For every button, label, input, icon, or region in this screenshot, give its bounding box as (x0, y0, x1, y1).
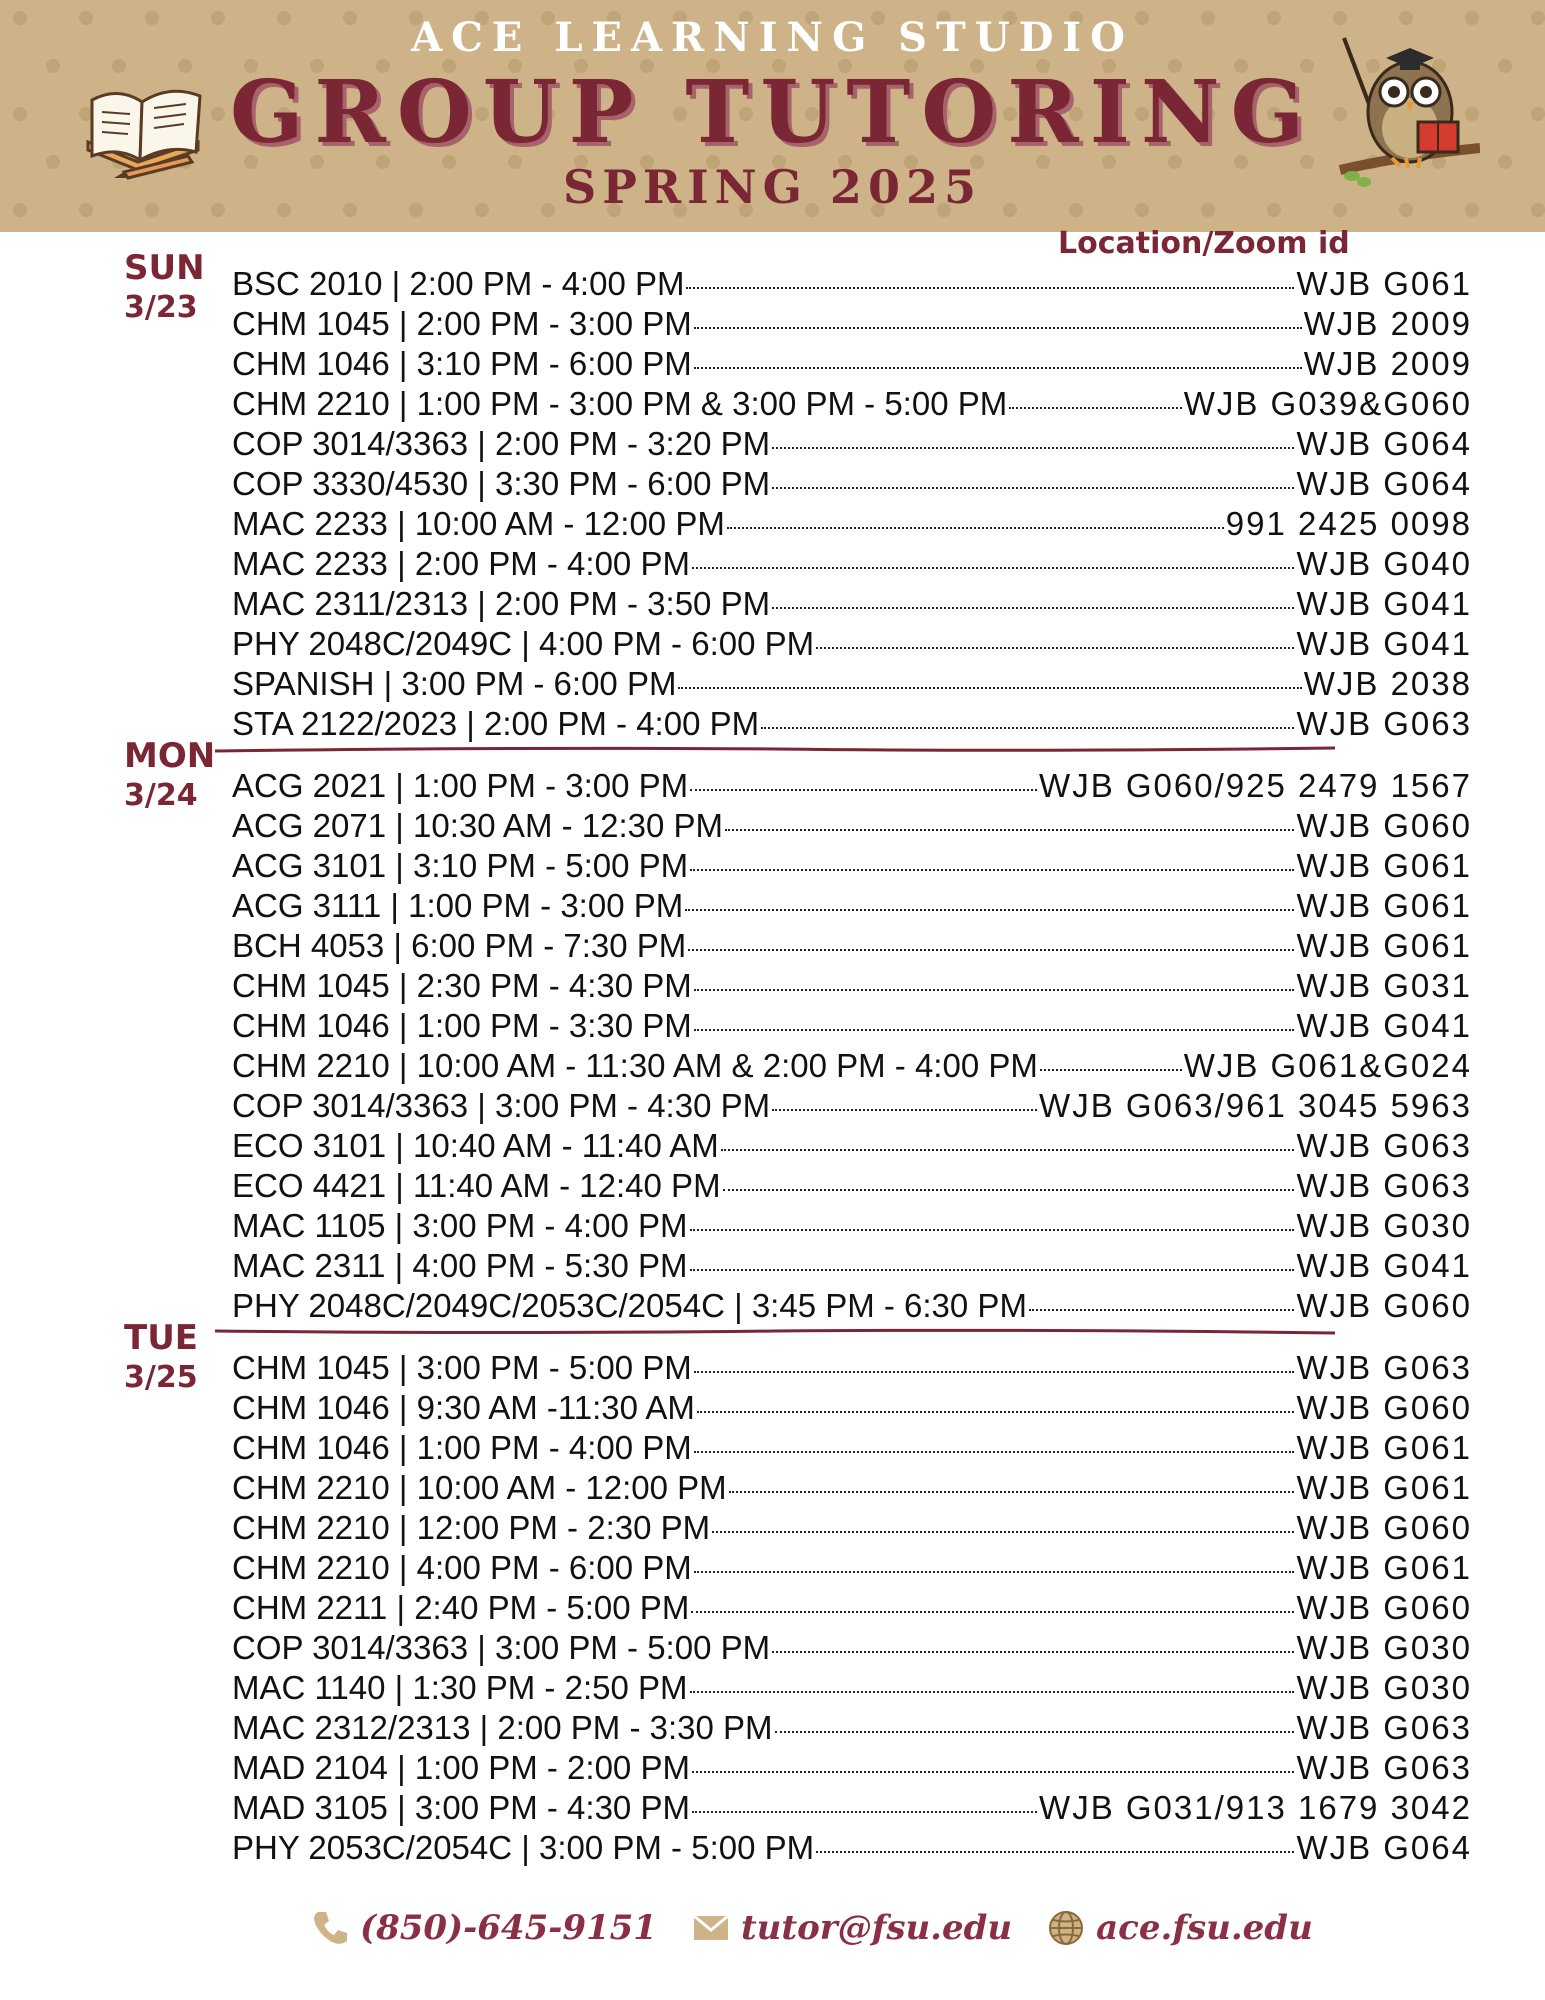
dot-leader (694, 1029, 1295, 1031)
dot-leader (775, 1731, 1295, 1733)
contact-footer (310, 1908, 1313, 1948)
phone-contact[interactable] (310, 1908, 657, 1948)
dot-leader (694, 327, 1302, 329)
course-time: CHM 2210 | 1:00 PM - 3:00 PM & 3:00 PM - 5:00 PM (232, 385, 1008, 422)
course-time: MAC 2233 | 2:00 PM - 4:00 PM (232, 545, 690, 582)
course-time: MAC 2233 | 10:00 AM - 12:00 PM (232, 505, 725, 542)
room-location: WJB G063/961 3045 5963 (1039, 1087, 1472, 1124)
course-time: SPANISH | 3:00 PM - 6:00 PM (232, 665, 677, 702)
course-time: CHM 2210 | 10:00 AM - 12:00 PM (232, 1469, 727, 1506)
dot-leader (691, 1611, 1294, 1613)
dot-leader (694, 367, 1302, 369)
session-row (232, 1388, 1472, 1428)
course-time: ECO 4421 | 11:40 AM - 12:40 PM (232, 1167, 721, 1204)
day-label-tue (124, 1318, 198, 1398)
course-time: CHM 1045 | 3:00 PM - 5:00 PM (232, 1349, 692, 1386)
session-row (232, 1628, 1472, 1668)
globe-icon (1046, 1908, 1086, 1948)
session-row (232, 464, 1472, 504)
course-time: COP 3014/3363 | 3:00 PM - 5:00 PM (232, 1629, 771, 1666)
course-time: CHM 2211 | 2:40 PM - 5:00 PM (232, 1589, 690, 1626)
room-location: WJB G064 (1296, 425, 1472, 462)
course-time: ACG 2021 | 1:00 PM - 3:00 PM (232, 767, 689, 804)
session-row (232, 504, 1472, 544)
room-location: WJB G063 (1296, 1749, 1472, 1786)
dot-leader (725, 829, 1294, 831)
dot-leader (688, 949, 1294, 951)
room-location: 991 2425 0098 (1225, 505, 1472, 542)
dot-leader (816, 1851, 1294, 1853)
session-row (232, 384, 1472, 424)
course-time: MAC 2311 | 4:00 PM - 5:30 PM (232, 1247, 688, 1284)
website-contact[interactable] (1046, 1908, 1313, 1948)
session-row (232, 664, 1472, 704)
dot-leader (690, 869, 1294, 871)
course-time: PHY 2048C/2049C | 4:00 PM - 6:00 PM (232, 625, 815, 662)
session-row (232, 624, 1472, 664)
location-column-header: Location/Zoom id (1058, 226, 1350, 261)
session-row (232, 926, 1472, 966)
course-time: CHM 1046 | 1:00 PM - 4:00 PM (232, 1429, 692, 1466)
dot-leader (694, 1571, 1295, 1573)
owl-reading-icon (1330, 30, 1480, 190)
room-location: WJB G061 (1296, 927, 1472, 964)
course-time: ACG 2071 | 10:30 AM - 12:30 PM (232, 807, 724, 844)
course-time: COP 3014/3363 | 3:00 PM - 4:30 PM (232, 1087, 771, 1124)
session-row (232, 1428, 1472, 1468)
session-row (232, 1348, 1472, 1388)
dot-leader (723, 1189, 1295, 1191)
session-row (232, 806, 1472, 846)
dot-leader (729, 1491, 1295, 1493)
dot-leader (1029, 1309, 1295, 1311)
room-location: WJB G063 (1296, 1127, 1472, 1164)
session-row (232, 966, 1472, 1006)
session-row (232, 1046, 1472, 1086)
session-row (232, 766, 1472, 806)
session-list-tue (232, 1348, 1472, 1868)
course-time: BCH 4053 | 6:00 PM - 7:30 PM (232, 927, 687, 964)
session-row (232, 1508, 1472, 1548)
session-row (232, 264, 1472, 304)
session-row (232, 1468, 1472, 1508)
room-location: WJB G030 (1296, 1629, 1472, 1666)
dot-leader (694, 1371, 1295, 1373)
session-list-sun (232, 264, 1472, 744)
session-row (232, 1548, 1472, 1588)
dot-leader (816, 647, 1294, 649)
dot-leader (678, 687, 1301, 689)
room-location: WJB G064 (1296, 1829, 1472, 1866)
dot-leader (690, 1269, 1295, 1271)
envelope-icon (691, 1908, 731, 1948)
dot-leader (772, 487, 1294, 489)
dot-leader (712, 1531, 1294, 1533)
room-location: WJB G061 (1296, 265, 1472, 302)
session-row (232, 1668, 1472, 1708)
session-row (232, 1246, 1472, 1286)
course-time: ECO 3101 | 10:40 AM - 11:40 AM (232, 1127, 719, 1164)
website-url: ace.fsu.edu (1096, 1908, 1313, 1948)
day-date: 3/25 (124, 1360, 198, 1395)
day-date: 3/23 (124, 290, 198, 325)
dot-leader (694, 989, 1295, 991)
course-time: CHM 2210 | 10:00 AM - 11:30 AM & 2:00 PM - 4:00 PM (232, 1047, 1038, 1084)
room-location: WJB G041 (1296, 1007, 1472, 1044)
open-book-pencil-icon (78, 72, 218, 182)
room-location: WJB 2009 (1303, 345, 1472, 382)
session-row (232, 1126, 1472, 1166)
room-location: WJB G039&G060 (1183, 385, 1472, 422)
page-title: GROUP TUTORING (229, 62, 1316, 163)
session-row (232, 1286, 1472, 1326)
course-time: CHM 1046 | 1:00 PM - 3:30 PM (232, 1007, 692, 1044)
course-time: CHM 2210 | 12:00 PM - 2:30 PM (232, 1509, 711, 1546)
session-row (232, 304, 1472, 344)
email-contact[interactable] (691, 1908, 1012, 1948)
day-name: MON (124, 736, 216, 776)
room-location: WJB G063 (1296, 705, 1472, 742)
course-time: MAC 1105 | 3:00 PM - 4:00 PM (232, 1207, 688, 1244)
room-location: WJB G041 (1296, 1247, 1472, 1284)
session-row (232, 424, 1472, 464)
room-location: WJB G060 (1296, 1589, 1472, 1626)
day-label-sun (124, 248, 205, 328)
day-date: 3/24 (124, 778, 198, 813)
course-time: STA 2122/2023 | 2:00 PM - 4:00 PM (232, 705, 760, 742)
dot-leader (1009, 407, 1181, 409)
course-time: ACG 3101 | 3:10 PM - 5:00 PM (232, 847, 689, 884)
session-row (232, 1588, 1472, 1628)
room-location: WJB G041 (1296, 585, 1472, 622)
dot-leader (772, 1651, 1294, 1653)
room-location: WJB G060 (1296, 1287, 1472, 1324)
day-name: TUE (124, 1318, 199, 1358)
dot-leader (721, 1149, 1295, 1151)
room-location: WJB G060 (1296, 1509, 1472, 1546)
room-location: WJB 2009 (1303, 305, 1472, 342)
session-row (232, 1708, 1472, 1748)
dot-leader (694, 1451, 1295, 1453)
email-address: tutor@fsu.edu (740, 1908, 1013, 1948)
room-location: WJB 2038 (1303, 665, 1472, 702)
course-time: MAD 3105 | 3:00 PM - 4:30 PM (232, 1789, 690, 1826)
session-row (232, 704, 1472, 744)
session-row (232, 1828, 1472, 1868)
day-label-mon (124, 736, 215, 816)
course-time: COP 3014/3363 | 2:00 PM - 3:20 PM (232, 425, 771, 462)
studio-name: ACE LEARNING STUDIO (411, 14, 1134, 61)
session-row (232, 544, 1472, 584)
room-location: WJB G060/925 2479 1567 (1039, 767, 1472, 804)
phone-number: (850)-645-9151 (360, 1908, 657, 1948)
room-location: WJB G031/913 1679 3042 (1039, 1789, 1472, 1826)
dot-leader (690, 1229, 1295, 1231)
course-time: CHM 2210 | 4:00 PM - 6:00 PM (232, 1549, 692, 1586)
room-location: WJB G061 (1296, 1429, 1472, 1466)
room-location: WJB G031 (1296, 967, 1472, 1004)
course-time: MAD 2104 | 1:00 PM - 2:00 PM (232, 1749, 690, 1786)
course-time: MAC 1140 | 1:30 PM - 2:50 PM (232, 1669, 688, 1706)
session-row (232, 1788, 1472, 1828)
session-row (232, 1166, 1472, 1206)
room-location: WJB G041 (1296, 625, 1472, 662)
dot-leader (692, 1811, 1037, 1813)
course-time: BSC 2010 | 2:00 PM - 4:00 PM (232, 265, 685, 302)
session-row (232, 846, 1472, 886)
header-banner (0, 0, 1545, 232)
session-row (232, 1006, 1472, 1046)
dot-leader (1040, 1069, 1182, 1071)
day-name: SUN (124, 248, 205, 288)
session-row (232, 584, 1472, 624)
course-time: CHM 1045 | 2:00 PM - 3:00 PM (232, 305, 692, 342)
dot-leader (690, 789, 1037, 791)
course-time: PHY 2053C/2054C | 3:00 PM - 5:00 PM (232, 1829, 815, 1866)
room-location: WJB G063 (1296, 1709, 1472, 1746)
room-location: WJB G040 (1296, 545, 1472, 582)
dot-leader (727, 527, 1224, 529)
course-time: CHM 1046 | 9:30 AM -11:30 AM (232, 1389, 695, 1426)
course-time: MAC 2311/2313 | 2:00 PM - 3:50 PM (232, 585, 771, 622)
room-location: WJB G060 (1296, 807, 1472, 844)
room-location: WJB G030 (1296, 1669, 1472, 1706)
dot-leader (697, 1411, 1295, 1413)
room-location: WJB G061 (1296, 847, 1472, 884)
room-location: WJB G061 (1296, 887, 1472, 924)
course-time: CHM 1045 | 2:30 PM - 4:30 PM (232, 967, 692, 1004)
session-row (232, 1206, 1472, 1246)
room-location: WJB G063 (1296, 1167, 1472, 1204)
session-row (232, 1748, 1472, 1788)
course-time: COP 3330/4530 | 3:30 PM - 6:00 PM (232, 465, 771, 502)
dot-leader (692, 1771, 1294, 1773)
dot-leader (772, 447, 1294, 449)
dot-leader (692, 567, 1294, 569)
session-row (232, 886, 1472, 926)
course-time: PHY 2048C/2049C/2053C/2054C | 3:45 PM - 6:30 PM (232, 1287, 1027, 1324)
room-location: WJB G063 (1296, 1349, 1472, 1386)
room-location: WJB G064 (1296, 465, 1472, 502)
dot-leader (686, 287, 1294, 289)
dot-leader (685, 909, 1294, 911)
course-time: CHM 1046 | 3:10 PM - 6:00 PM (232, 345, 692, 382)
room-location: WJB G061&G024 (1183, 1047, 1472, 1084)
session-row (232, 344, 1472, 384)
dot-leader (772, 607, 1294, 609)
dot-leader (690, 1691, 1295, 1693)
room-location: WJB G060 (1296, 1389, 1472, 1426)
course-time: MAC 2312/2313 | 2:00 PM - 3:30 PM (232, 1709, 773, 1746)
room-location: WJB G061 (1296, 1469, 1472, 1506)
session-row (232, 1086, 1472, 1126)
section-divider (215, 746, 1335, 754)
course-time: ACG 3111 | 1:00 PM - 3:00 PM (232, 887, 684, 924)
dot-leader (761, 727, 1294, 729)
room-location: WJB G061 (1296, 1549, 1472, 1586)
dot-leader (772, 1109, 1037, 1111)
term-label: SPRING 2025 (563, 160, 982, 214)
phone-icon (310, 1908, 350, 1948)
section-divider (215, 1328, 1335, 1336)
session-list-mon (232, 766, 1472, 1326)
room-location: WJB G030 (1296, 1207, 1472, 1244)
